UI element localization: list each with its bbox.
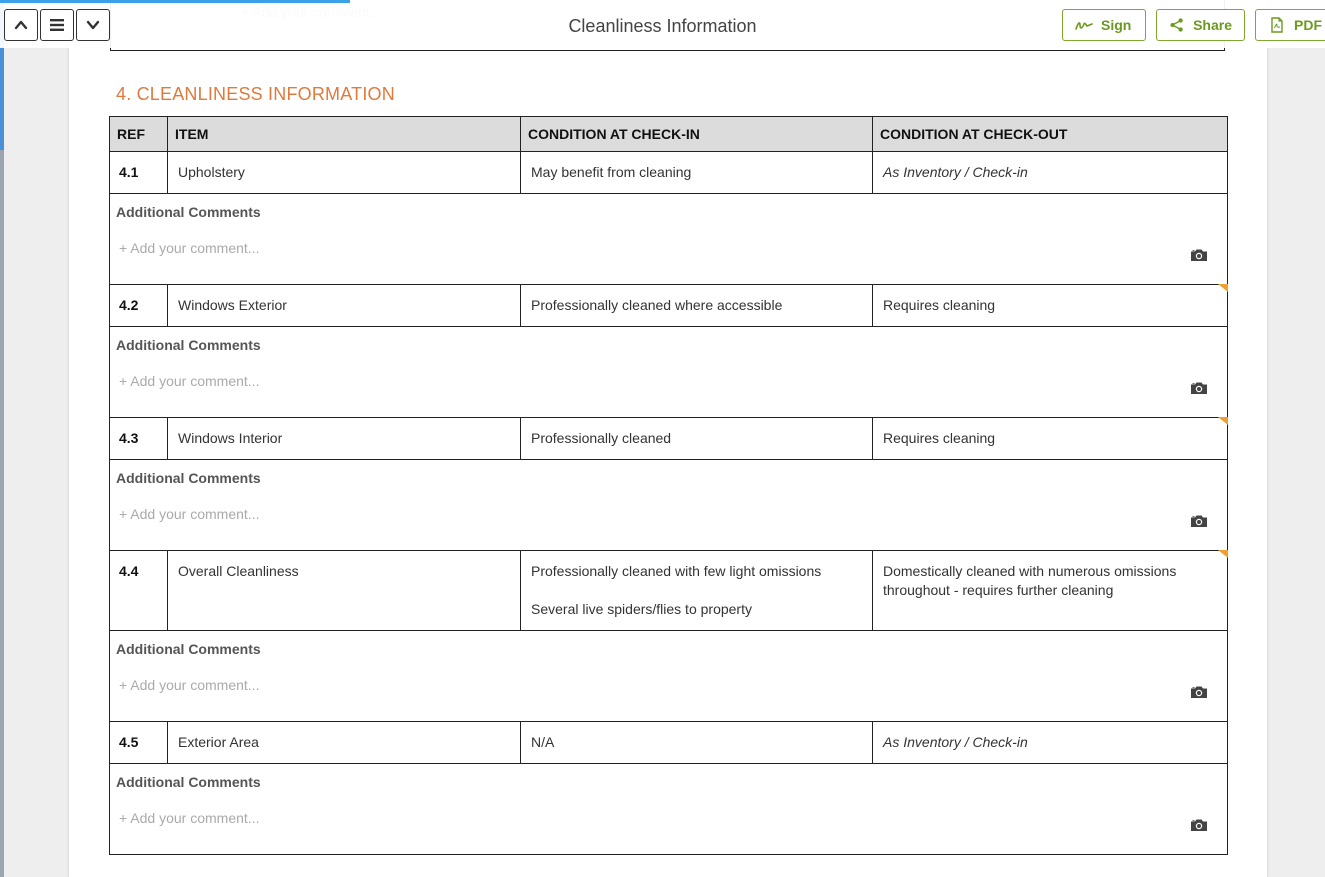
checkin-line: Several live spiders/flies to property xyxy=(531,601,752,617)
additional-comments-label: Additional Comments xyxy=(116,337,261,353)
header-item: ITEM xyxy=(168,117,521,152)
add-comment-link[interactable]: + Add your comment... xyxy=(119,240,260,256)
hamburger-icon xyxy=(49,17,65,33)
progress-bar xyxy=(0,0,350,3)
row-checkout-condition: Requires cleaning xyxy=(873,285,1228,327)
additional-comments-box xyxy=(110,764,1228,855)
sign-button[interactable] xyxy=(1062,9,1146,41)
add-comment-link[interactable]: + Add your comment... xyxy=(119,677,260,693)
row-ref: 4.1 xyxy=(110,152,168,194)
table-row xyxy=(110,722,1228,764)
additional-comments-box xyxy=(110,631,1228,722)
checkin-line: Professionally cleaned with few light omissions xyxy=(531,563,822,579)
additional-comments-box xyxy=(110,460,1228,551)
checkin-line: Professionally cleaned where accessible xyxy=(531,297,783,313)
note-flag-marker xyxy=(1218,284,1228,292)
cleanliness-table xyxy=(109,116,1228,855)
checkin-line: May benefit from cleaning xyxy=(531,164,692,180)
row-item: Overall Cleanliness xyxy=(168,551,521,631)
add-comment-link[interactable]: + Add your comment... xyxy=(119,506,260,522)
next-section-button[interactable] xyxy=(76,9,110,41)
additional-comments-label: Additional Comments xyxy=(116,470,261,486)
left-app-strip xyxy=(0,0,4,877)
table-row xyxy=(110,418,1228,460)
row-item: Upholstery xyxy=(168,152,521,194)
table-row xyxy=(110,551,1228,631)
previous-section-button[interactable] xyxy=(4,9,38,41)
row-checkout-condition: Domestically cleaned with numerous omissions throughout - requires further cleaning xyxy=(873,551,1228,631)
chevron-up-icon xyxy=(13,17,29,33)
row-checkin-condition xyxy=(521,418,873,460)
additional-comments-box xyxy=(110,194,1228,285)
add-comment-link[interactable]: + Add your comment... xyxy=(119,810,260,826)
row-ref: 4.3 xyxy=(110,418,168,460)
additional-comments-label: Additional Comments xyxy=(116,204,261,220)
signature-icon xyxy=(1075,17,1093,33)
note-flag-marker xyxy=(1218,550,1228,558)
camera-icon[interactable] xyxy=(1190,248,1208,262)
row-checkin-condition xyxy=(521,551,873,631)
additional-comments-label: Additional Comments xyxy=(116,774,261,790)
table-row xyxy=(110,285,1228,327)
row-item: Windows Interior xyxy=(168,418,521,460)
document-title: Cleanliness Information xyxy=(568,16,757,36)
pdf-icon xyxy=(1268,17,1286,33)
checkin-line: Professionally cleaned xyxy=(531,430,672,446)
row-ref: 4.5 xyxy=(110,722,168,764)
row-ref: 4.2 xyxy=(110,285,168,327)
share-label: Share xyxy=(1193,17,1232,33)
chevron-down-icon xyxy=(85,17,101,33)
share-button[interactable] xyxy=(1156,9,1245,41)
pdf-button[interactable] xyxy=(1255,9,1325,41)
row-checkin-condition xyxy=(521,285,873,327)
camera-icon[interactable] xyxy=(1190,685,1208,699)
camera-icon[interactable] xyxy=(1190,818,1208,832)
add-comment-link[interactable]: + Add your comment... xyxy=(119,373,260,389)
row-checkin-condition xyxy=(521,722,873,764)
pdf-label: PDF xyxy=(1294,17,1322,33)
additional-comments-box xyxy=(110,327,1228,418)
row-checkout-condition: As Inventory / Check-in xyxy=(873,722,1228,764)
menu-button[interactable] xyxy=(40,9,74,41)
row-checkout-condition: Requires cleaning xyxy=(873,418,1228,460)
row-checkin-condition xyxy=(521,152,873,194)
row-item: Exterior Area xyxy=(168,722,521,764)
table-row xyxy=(110,152,1228,194)
camera-icon[interactable] xyxy=(1190,381,1208,395)
camera-icon[interactable] xyxy=(1190,514,1208,528)
header-ref: REF xyxy=(110,117,168,152)
top-toolbar xyxy=(0,0,1325,48)
comments-row xyxy=(110,194,1228,285)
comments-row xyxy=(110,327,1228,418)
checkin-line: N/A xyxy=(531,734,555,750)
header-checkin: CONDITION AT CHECK-IN xyxy=(521,117,873,152)
section-title: 4. CLEANLINESS INFORMATION xyxy=(116,84,395,104)
comments-row xyxy=(110,764,1228,855)
row-ref: 4.4 xyxy=(110,551,168,631)
row-item: Windows Exterior xyxy=(168,285,521,327)
additional-comments-label: Additional Comments xyxy=(116,641,261,657)
row-checkout-condition: As Inventory / Check-in xyxy=(873,152,1228,194)
share-icon xyxy=(1169,17,1185,33)
table-header-row xyxy=(110,117,1228,152)
comments-row xyxy=(110,460,1228,551)
sign-label: Sign xyxy=(1101,17,1132,33)
header-checkout: CONDITION AT CHECK-OUT xyxy=(873,117,1228,152)
note-flag-marker xyxy=(1218,417,1228,425)
comments-row xyxy=(110,631,1228,722)
